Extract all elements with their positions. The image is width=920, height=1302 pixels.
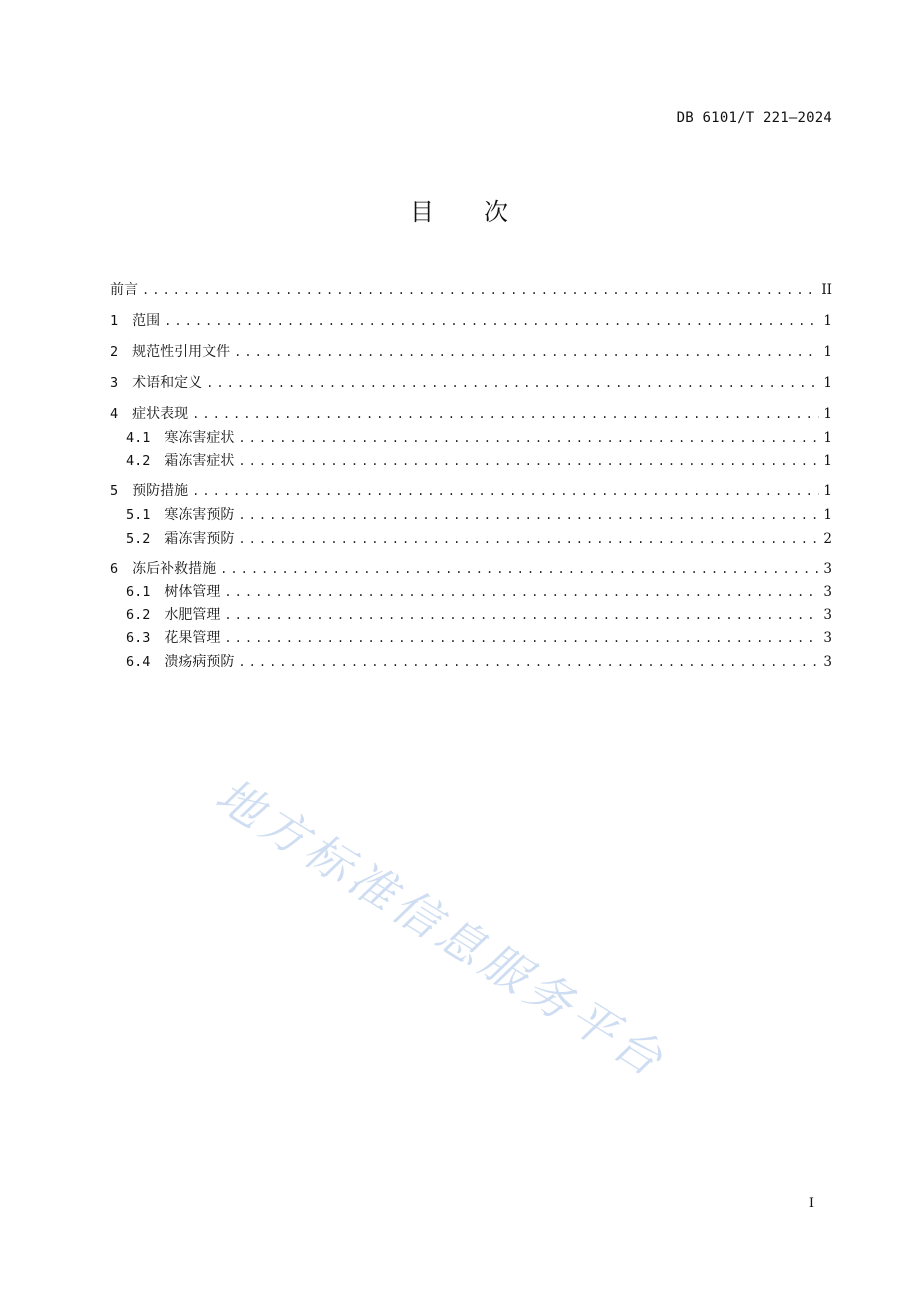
toc-entry-page: 3	[823, 654, 832, 670]
toc-dot-leader	[238, 529, 819, 549]
toc-entry-number: 5.2	[126, 531, 151, 547]
toc-entry-2[interactable]	[110, 342, 832, 362]
toc-title-char-1: 目	[410, 198, 436, 226]
toc-dot-leader	[238, 505, 819, 525]
toc-entry-number: 6.2	[126, 607, 151, 623]
toc-entry-page: II	[821, 282, 832, 298]
toc-title-char-2: 次	[484, 198, 510, 226]
toc-entry-page: 1	[823, 406, 832, 422]
toc-entry-4-1[interactable]	[126, 428, 832, 448]
toc-entry-6-3[interactable]	[126, 628, 832, 648]
toc-entry-label: 溃疡病预防	[164, 654, 235, 670]
toc-entry-number: 4.1	[126, 430, 151, 446]
toc-entry-number: 1	[110, 313, 119, 329]
toc-entry-page: 3	[823, 630, 832, 646]
toc-entry-5-2[interactable]	[126, 529, 832, 549]
toc-entry-number: 6.4	[126, 654, 151, 670]
toc-entry-6-4[interactable]	[126, 652, 832, 672]
toc-dot-leader	[224, 628, 819, 648]
toc-entry-6-2[interactable]	[126, 605, 832, 625]
toc-entry-page: 1	[823, 313, 832, 329]
toc-entry-5[interactable]	[110, 481, 832, 501]
toc-dot-leader	[142, 280, 817, 300]
toc-entry-3[interactable]	[110, 373, 832, 393]
toc-entry-label: 树体管理	[164, 584, 221, 600]
toc-entry-label: 冻后补救措施	[132, 561, 217, 577]
toc-entry-number: 4.2	[126, 453, 151, 469]
toc-entry-4-2[interactable]	[126, 451, 832, 471]
toc-dot-leader	[192, 481, 819, 501]
toc-dot-leader	[234, 342, 819, 362]
toc-entry-label: 寒冻害预防	[164, 507, 235, 523]
toc-entry-4[interactable]	[110, 404, 832, 424]
toc-entry-number: 5.1	[126, 507, 151, 523]
toc-entry-6[interactable]	[110, 559, 832, 579]
toc-entry-label: 规范性引用文件	[132, 344, 231, 360]
toc-entry-label: 霜冻害预防	[164, 531, 235, 547]
toc-dot-leader	[238, 451, 819, 471]
toc-entry-page: 1	[823, 430, 832, 446]
toc-entry-6-1[interactable]	[126, 582, 832, 602]
table-of-contents	[110, 0, 832, 700]
toc-dot-leader	[224, 605, 819, 625]
toc-entry-foreword[interactable]	[110, 280, 832, 300]
toc-entry-page: 1	[823, 375, 832, 391]
toc-dot-leader	[238, 652, 819, 672]
toc-dot-leader	[238, 428, 819, 448]
toc-entry-page: 1	[823, 483, 832, 499]
toc-dot-leader	[206, 373, 819, 393]
toc-entry-label: 症状表现	[132, 406, 189, 422]
toc-dot-leader	[164, 311, 819, 331]
toc-entry-label: 预防措施	[132, 483, 189, 499]
toc-entry-label: 水肥管理	[164, 607, 221, 623]
document-code: DB 6101/T 221—2024	[676, 110, 832, 126]
toc-entry-label: 范围	[132, 313, 161, 329]
toc-entry-number: 2	[110, 344, 119, 360]
page-number: I	[808, 1196, 814, 1211]
toc-entry-number: 6.3	[126, 630, 151, 646]
toc-entry-page: 2	[823, 531, 832, 547]
toc-entry-label: 花果管理	[164, 630, 221, 646]
toc-entry-number: 3	[110, 375, 119, 391]
toc-entry-label: 术语和定义	[132, 375, 203, 391]
toc-entry-5-1[interactable]	[126, 505, 832, 525]
toc-entry-label: 前言	[110, 282, 138, 298]
toc-entry-page: 3	[823, 584, 832, 600]
toc-entry-label: 寒冻害症状	[164, 430, 235, 446]
watermark-text: 地方标准信息服务平台	[206, 767, 677, 1089]
toc-entry-page: 3	[823, 607, 832, 623]
toc-entry-label: 霜冻害症状	[164, 453, 235, 469]
toc-entry-page: 1	[823, 507, 832, 523]
toc-dot-leader	[224, 582, 819, 602]
toc-entry-number: 4	[110, 406, 119, 422]
toc-entry-page: 1	[823, 344, 832, 360]
toc-entry-page: 1	[823, 453, 832, 469]
toc-dot-leader	[220, 559, 819, 579]
toc-dot-leader	[192, 404, 819, 424]
toc-entry-1[interactable]	[110, 311, 832, 331]
toc-entry-number: 6.1	[126, 584, 151, 600]
toc-entry-number: 5	[110, 483, 119, 499]
toc-entry-page: 3	[823, 561, 832, 577]
toc-entry-number: 6	[110, 561, 119, 577]
